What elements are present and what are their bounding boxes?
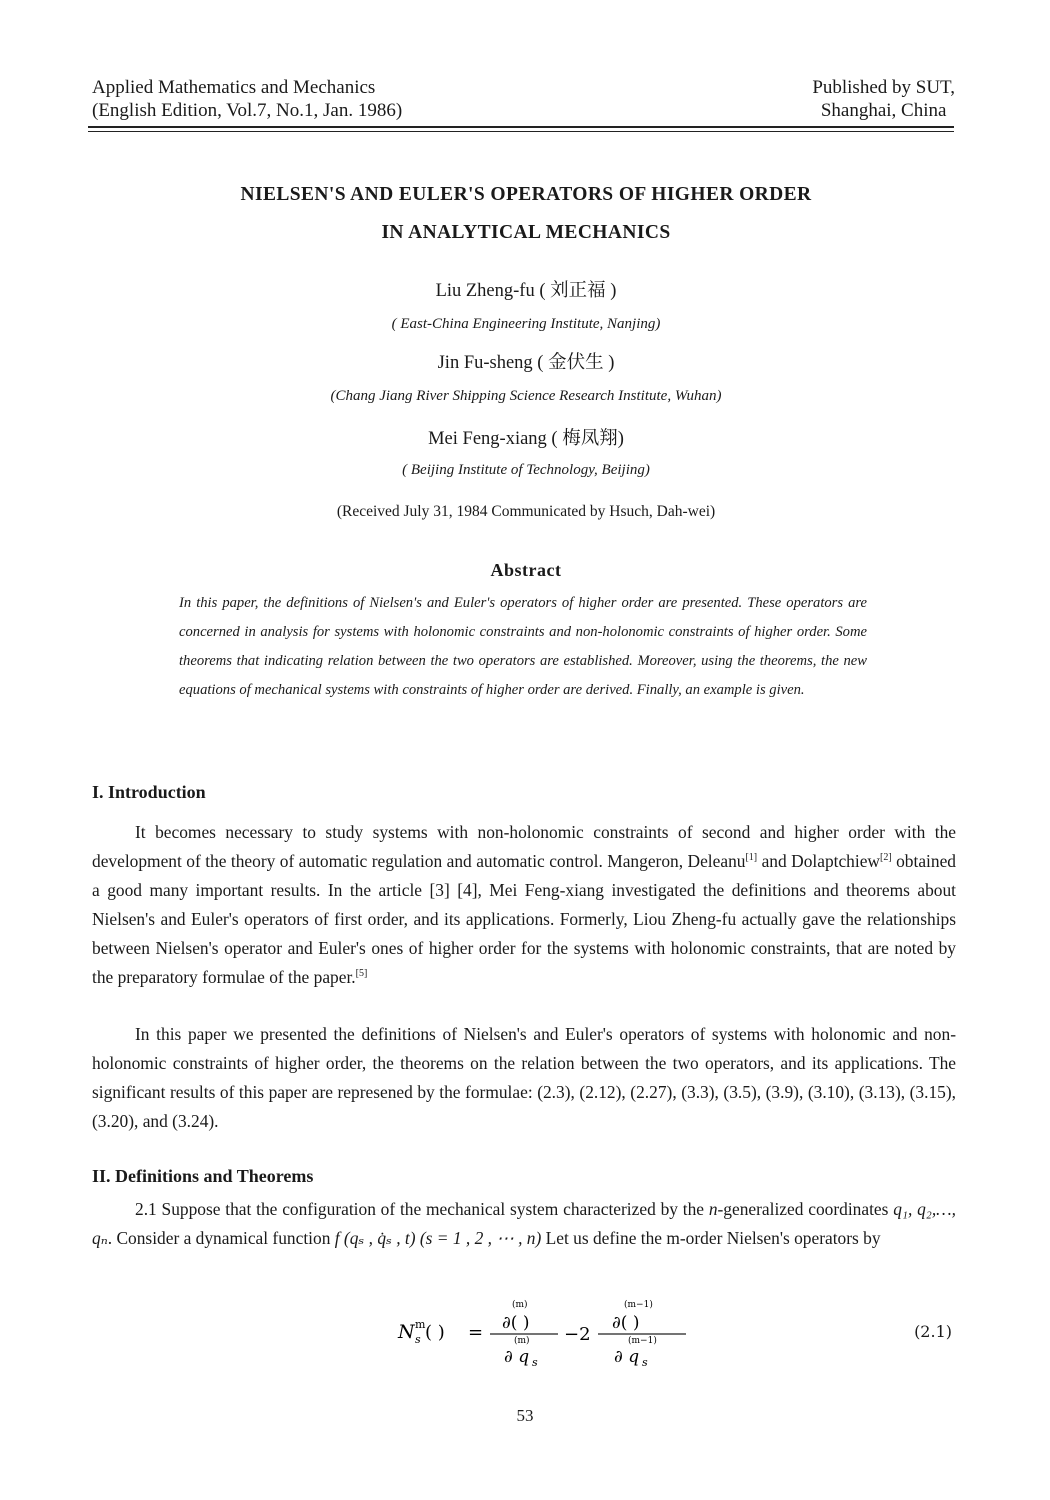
coordinates: q₁, q₂,…, qₙ xyxy=(92,1199,956,1248)
eq-argument: ( ) xyxy=(425,1322,445,1343)
journal-name: Applied Mathematics and Mechanics xyxy=(92,77,376,98)
author-2: Jin Fu-sheng ( 金伏生 ) xyxy=(437,353,615,373)
equation-graphic xyxy=(392,1296,852,1376)
eq-minus-two: −2 xyxy=(564,1324,591,1345)
paper-title xyxy=(88,176,964,252)
definitions-paragraph-1: 2.1 Suppose that the configuration of the mechanical system characterized by the n-generalized coordinates q₁, q₂,…, qₙ. Consider a dynamical function f (qₛ , q̇ₛ , t) (s = 1 , 2 , ⋯ , n) Let us define the m-order Nielsen's operators by xyxy=(92,1199,956,1248)
affiliation-2: (Chang Jiang River Shipping Science Research Institute, Wuhan) xyxy=(330,388,722,404)
eq-denominator-1: ∂ q xyxy=(504,1347,530,1367)
eq-numerator-1: ∂( ) xyxy=(502,1313,530,1333)
eq-den2-sub: s xyxy=(642,1356,648,1369)
eq-operator-n: N xyxy=(398,1321,415,1343)
header-rule-thick xyxy=(88,126,954,128)
publisher-location: Shanghai, China xyxy=(820,100,947,121)
eq-sup-m: m xyxy=(415,1318,426,1331)
author-1: Liu Zheng-fu ( 刘正福 ) xyxy=(435,281,617,301)
eq-denominator-2: ∂ q xyxy=(614,1347,640,1367)
eq-equals: = xyxy=(468,1322,484,1343)
publisher: Published by SUT, xyxy=(812,77,955,98)
section-heading-introduction: I. Introduction xyxy=(92,782,206,802)
citation-2: [2] xyxy=(880,852,892,863)
title-line-1: NIELSEN'S AND EULER'S OPERATORS OF HIGHER ORDER xyxy=(240,184,812,205)
journal-header xyxy=(92,76,402,122)
affiliation-3: ( Beijing Institute of Technology, Beijing) xyxy=(402,462,650,478)
intro-paragraph-1: It becomes necessary to study systems with non-holonomic constraints of second and higher order with the development of the theory of automatic regulation and automatic control. Mangeron, Deleanu[1] and Dolaptchiew[2] obtained a good many important results. In the article [3] [4], Mei Feng-xiang investigated the definitions and theorems about Nielsen's and Euler's operators of first order, and its applications. Formerly, Liou Zheng-fu actually gave the relationships between Nielsen's operator and Euler's ones of higher order for the systems with holonomic constraints, that are noted by the preparatory formulae of the paper.[5] xyxy=(92,822,956,987)
eq-numerator-2: ∂( ) xyxy=(612,1313,640,1333)
eq-sub-s: s xyxy=(415,1333,421,1346)
abstract-heading: Abstract xyxy=(490,560,562,580)
intro-paragraph-2: In this paper we presented the definitions of Nielsen's and Euler's operators of systems with holonomic and non-holonomic constraints of higher order, the theorems on the relation between the two operators, and its applications. The significant results of this paper are represened by the formulae: (2.3), (2.12), (2.27), (3.3), (3.5), (3.9), (3.10), (3.13), (3.15), (3.20), and (3.24). xyxy=(92,1024,956,1131)
eq-den1-sup: (m) xyxy=(514,1336,530,1346)
author-3: Mei Feng-xiang ( 梅凤翔) xyxy=(428,429,624,449)
abstract-text: In this paper, the definitions of Nielsen's and Euler's operators of higher order are presented. These operators are concerned in analysis for systems with holonomic constraints and non-holonomic constraints of higher order. Some theorems that indicating relation between the two operators are established. Moreover, using the theorems, the new equations of mechanical systems with constraints of higher order are derived. Finally, an example is given. xyxy=(179,595,867,698)
citation-5: [5] xyxy=(355,968,368,979)
equation-2-1 xyxy=(392,1296,952,1376)
page-number: 53 xyxy=(516,1406,534,1425)
dynamical-function: f (qₛ , q̇ₛ , t) (s = 1 , 2 , ⋯ , n) xyxy=(334,1228,542,1248)
affiliation-1: ( East-China Engineering Institute, Nanjing) xyxy=(391,316,661,332)
equation-number: (2.1) xyxy=(914,1322,952,1341)
eq-den1-sub: s xyxy=(532,1356,538,1369)
section-heading-definitions: II. Definitions and Theorems xyxy=(92,1166,314,1186)
publisher-header xyxy=(812,76,955,122)
header-rule-thin xyxy=(88,131,954,132)
journal-edition: (English Edition, Vol.7, No.1, Jan. 1986) xyxy=(92,100,403,121)
eq-num1-sup: (m) xyxy=(512,1300,528,1310)
eq-den2-sup: (m−1) xyxy=(628,1336,657,1346)
title-line-2: IN ANALYTICAL MECHANICS xyxy=(381,222,671,243)
citation-1: [1] xyxy=(745,852,758,863)
eq-num2-sup: (m−1) xyxy=(624,1300,653,1310)
received-line: (Received July 31, 1984 Communicated by Hsuch, Dah-wei) xyxy=(336,503,716,520)
